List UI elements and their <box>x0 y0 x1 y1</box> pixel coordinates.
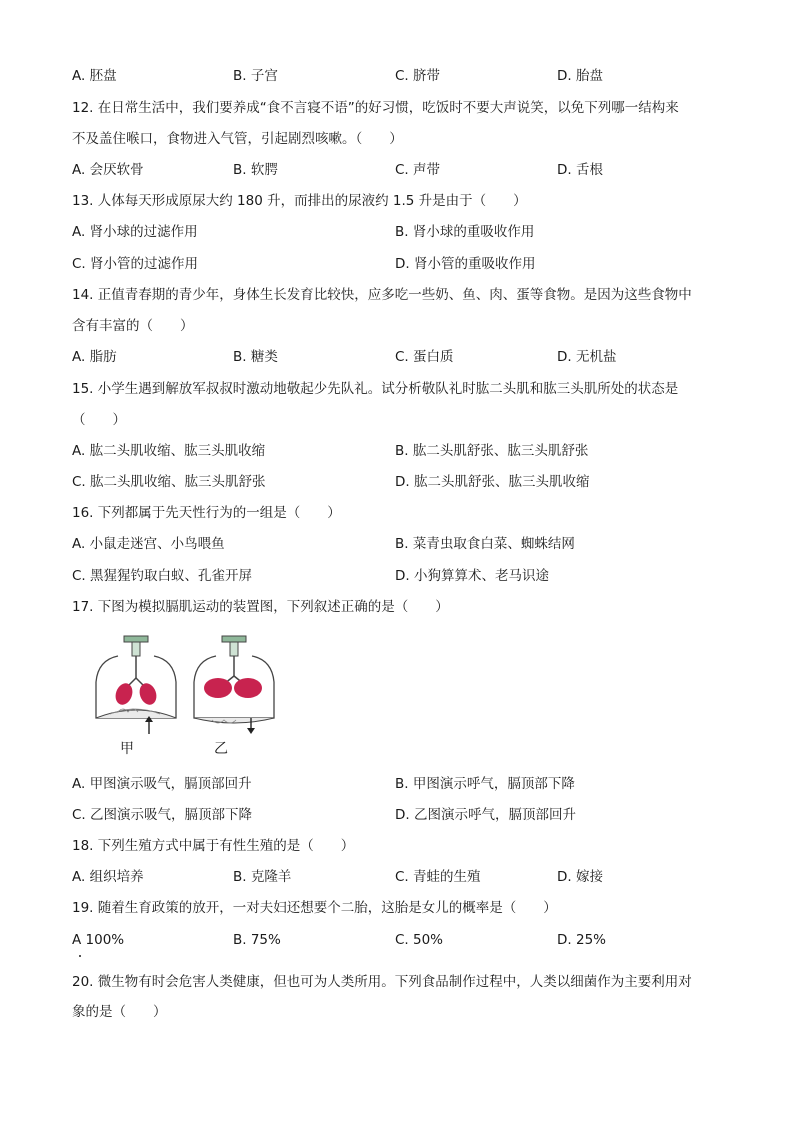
q12-option-d: D. 舌根 <box>557 162 603 178</box>
q12-option-b: B. 软腭 <box>233 162 278 178</box>
q18-option-c: C. 青蛙的生殖 <box>395 869 481 885</box>
diaphragm-model-figure <box>88 632 278 762</box>
q13-option-b: B. 肾小球的重吸收作用 <box>395 224 535 240</box>
q17-option-b: B. 甲图演示呼气，膈顶部下降 <box>395 776 575 792</box>
q16-option-b: B. 菜青虫取食白菜、蜘蛛结网 <box>395 536 575 552</box>
q16-option-a: A. 小鼠走迷宫、小鸟喂鱼 <box>72 536 225 552</box>
q15-option-a: A. 肱二头肌收缩、肱三头肌收缩 <box>72 443 266 459</box>
q15-option-d: D. 肱二头肌舒张、肱三头肌收缩 <box>395 474 590 490</box>
q16-option-c: C. 黑猩猩钓取白蚁、孔雀开屏 <box>72 568 253 584</box>
figure-label-yi: 乙 <box>214 741 228 757</box>
q12-stem-line-1: 12. 在日常生活中，我们要养成“食不言寝不语”的好习惯，吃饭时不要大声说笑，以免下列哪一结构来 <box>72 100 679 116</box>
lung-right-jia <box>137 681 160 707</box>
q19-stem: 19. 随着生育政策的放开，一对夫妇还想要个二胎，这胎是女儿的概率是（ ） <box>72 900 557 916</box>
bell-jar-yi <box>194 636 274 723</box>
q14-option-d: D. 无机盐 <box>557 349 617 365</box>
lung-left-yi <box>204 678 232 698</box>
q19-option-a: A 100% <box>72 932 125 948</box>
figure-label-jia: 甲 <box>120 741 134 757</box>
q18-option-a: A. 组织培养 <box>72 869 144 885</box>
q11-option-b: B. 子宫 <box>233 68 278 84</box>
q15-stem-line-2: （ ） <box>72 412 126 428</box>
q15-option-b: B. 肱二头肌舒张、肱三头肌舒张 <box>395 443 589 459</box>
q19-option-c: C. 50% <box>395 932 444 948</box>
q14-stem-line-2: 含有丰富的（ ） <box>72 318 194 334</box>
q11-option-d: D. 胎盘 <box>557 68 603 84</box>
q14-option-b: B. 糖类 <box>233 349 278 365</box>
q14-option-c: C. 蛋白质 <box>395 349 454 365</box>
q11-option-c: C. 脐带 <box>395 68 441 84</box>
q13-stem: 13. 人体每天形成原尿大约 180 升，而排出的尿液约 1.5 升是由于（ ） <box>72 193 527 209</box>
q16-option-d: D. 小狗算算术、老马识途 <box>395 568 549 584</box>
lung-right-yi <box>234 678 262 698</box>
bell-jar-jia <box>96 636 176 718</box>
q19-option-d: D. 25% <box>557 932 606 948</box>
q20-stem-line-2: 象的是（ ） <box>72 1004 167 1020</box>
lung-left-jia <box>113 681 136 707</box>
q12-stem-line-2: 不及盖住喉口，食物进入气管，引起剧烈咳嗽。（ ） <box>72 131 403 147</box>
q17-option-a: A. 甲图演示吸气，膈顶部回升 <box>72 776 252 792</box>
q12-option-c: C. 声带 <box>395 162 441 178</box>
q13-option-a: A. 肾小球的过滤作用 <box>72 224 198 240</box>
q14-option-a: A. 脂肪 <box>72 349 117 365</box>
q15-option-c: C. 肱二头肌收缩、肱三头肌舒张 <box>72 474 266 490</box>
q12-option-a: A. 会厌软骨 <box>72 162 144 178</box>
q16-stem: 16. 下列都属于先天性行为的一组是（ ） <box>72 505 341 521</box>
q17-option-d: D. 乙图演示呼气，膈顶部回升 <box>395 807 576 823</box>
q18-stem: 18. 下列生殖方式中属于有性生殖的是（ ） <box>72 838 355 854</box>
q11-option-a: A. 胚盘 <box>72 68 117 84</box>
q15-stem-line-1: 15. 小学生遇到解放军叔叔时激动地敬起少先队礼。试分析敬队礼时肱二头肌和肱三头肌所处的状态是 <box>72 381 679 397</box>
q19-option-b: B. 75% <box>233 932 281 948</box>
q17-option-c: C. 乙图演示吸气，膈顶部下降 <box>72 807 253 823</box>
arrow-up-icon <box>145 716 153 734</box>
q17-stem: 17. 下图为模拟膈肌运动的装置图，下列叙述正确的是（ ） <box>72 599 449 615</box>
stray-dot <box>79 955 81 957</box>
q18-option-d: D. 嫁接 <box>557 869 603 885</box>
q13-option-d: D. 肾小管的重吸收作用 <box>395 256 536 272</box>
q18-option-b: B. 克隆羊 <box>233 869 292 885</box>
q13-option-c: C. 肾小管的过滤作用 <box>72 256 199 272</box>
q14-stem-line-1: 14. 正值青春期的青少年，身体生长发育比较快，应多吃一些奶、鱼、肉、蛋等食物。是因为这些食物中 <box>72 287 692 303</box>
q20-stem-line-1: 20. 微生物有时会危害人类健康，但也可为人类所用。下列食品制作过程中，人类以细菌作为主要利用对 <box>72 974 692 990</box>
